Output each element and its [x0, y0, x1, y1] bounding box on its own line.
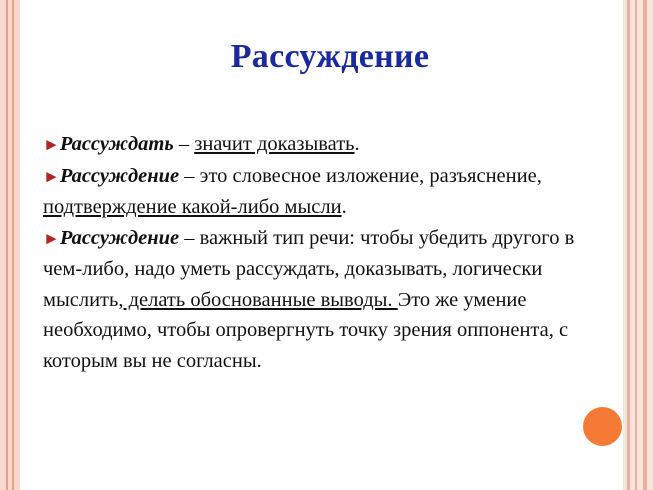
body-text: – это словесное изложение, разъяснение,	[179, 164, 542, 187]
underlined-phrase: подтверждение какой-либо мысли	[43, 196, 342, 218]
bullet-arrow-icon: ►	[43, 166, 60, 186]
term: Рассуждение	[59, 226, 180, 249]
tail-text: Это же умение необходимо, чтобы опровергнуть точку зрения оппонента, с которым вы не согласны.	[43, 288, 569, 372]
slide-body	[43, 129, 618, 376]
tail-text: .	[354, 133, 360, 155]
underlined-phrase: значит доказывать	[194, 133, 355, 155]
dash: –	[173, 133, 195, 155]
term: Рассуждение	[59, 164, 180, 187]
orange-circle-decoration	[583, 407, 622, 446]
paragraph-1	[43, 129, 618, 161]
term: Рассуждать	[59, 133, 174, 155]
bullet-arrow-icon: ►	[43, 135, 60, 154]
body-text: – важный тип речи: чтобы убедить другого в чем-либо, надо уметь рассуждать, доказывать, логически мыслить	[43, 226, 575, 311]
paragraph-3	[43, 223, 618, 377]
bullet-arrow-icon: ►	[43, 228, 60, 248]
slide-title: Рассуждение	[230, 38, 430, 75]
paragraph-2	[43, 161, 618, 223]
tail-text: .	[341, 196, 347, 218]
underlined-phrase: , делать обоснованные выводы.	[118, 288, 398, 311]
